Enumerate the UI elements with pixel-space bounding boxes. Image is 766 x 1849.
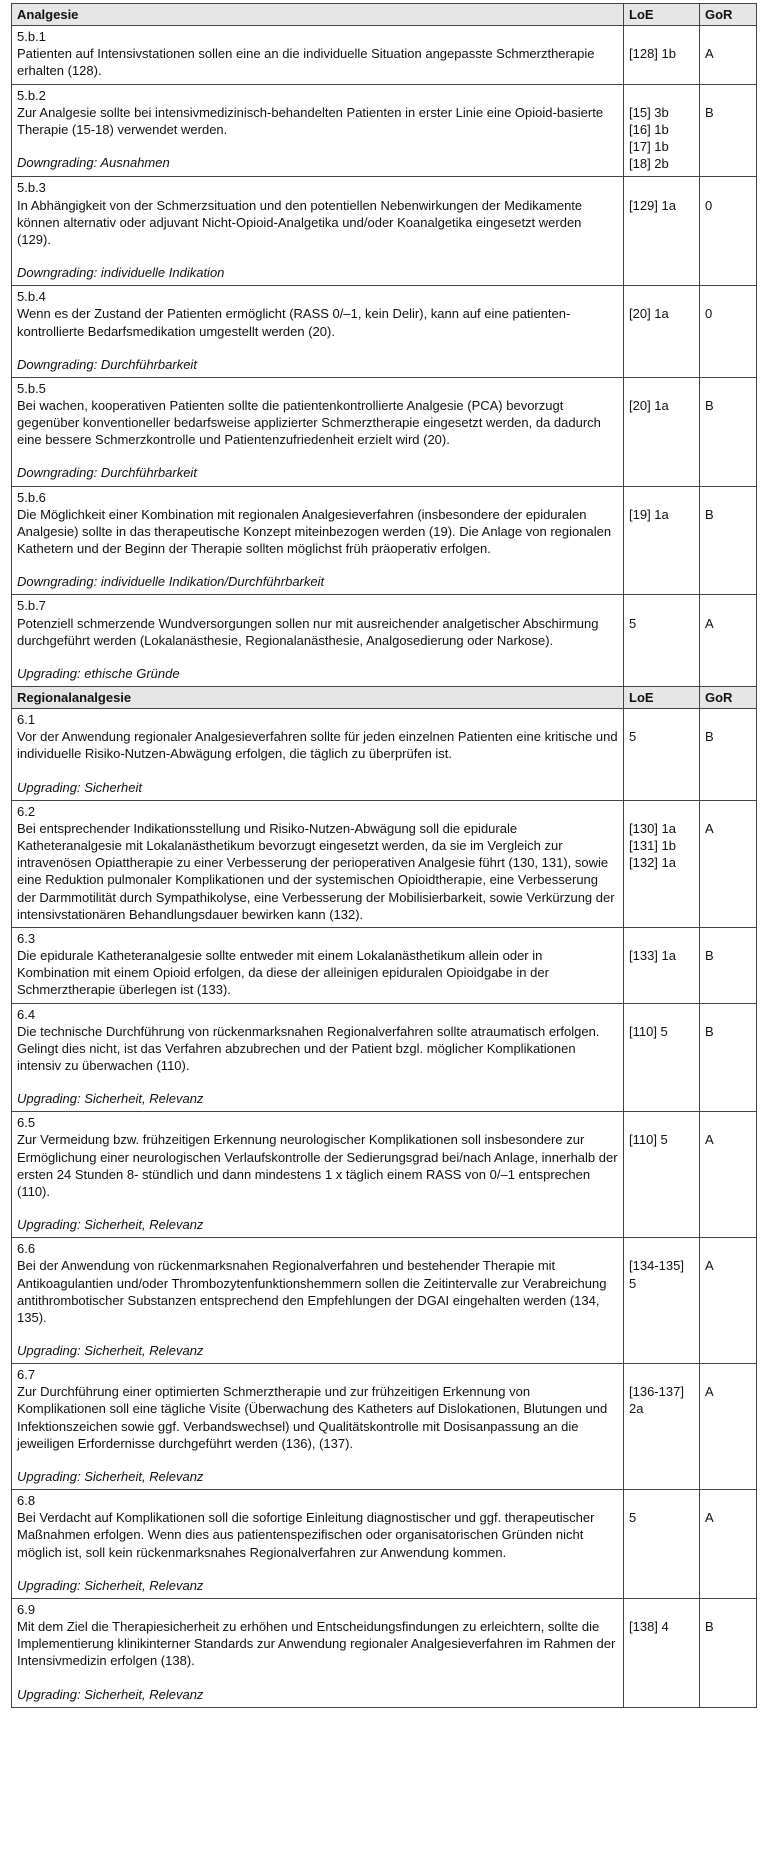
recommendation-row [12,709,757,801]
gor-cell [700,709,757,801]
loe-value: [128] 1b [629,46,676,62]
recommendation-id: 6.2 [17,803,36,819]
recommendation-text: Vor der Anwendung regionaler Analgesieverfahren sollte für jeden einzelnen Patienten eine kritische und individuelle Risiko-Nutzen-Abwägung erfolgen, die täglich zu überprüfen ist. [17,729,618,762]
recommendation-row [12,286,757,378]
recommendation-id: 6.3 [17,930,36,946]
grading-note: Upgrading: Sicherheit, Relevanz [17,1091,204,1107]
recommendation-text: Mit dem Ziel die Therapiesicherheit zu erhöhen und Entscheidungsfindungen zu erleichtern, sollte die Implementierung klinikinterner Standards zur Anwendung regionaler Analgesieverfahren im Rahmen der Intensivmedizin erfolgen (138). [17,1619,616,1669]
table-body [12,4,757,1708]
recommendation-row [12,800,757,927]
gor-cell [700,177,757,286]
recommendation-cell [12,286,624,378]
recommendation-cell [12,709,624,801]
loe-value: 5 [629,729,637,745]
recommendation-text: Bei entsprechender Indikationsstellung und Risiko-Nutzen-Abwägung soll die epidurale Katheteranalgesie mit Lokalanästhetikum bevorzugt eingesetzt werden, da sie im Vergleich zur intravenösen Opiattherapie zu einer Verbesserung der perioperativen Analgesie führt (130, 131), sowie eine Reduktion pulmonaler Komplikationen und der systemischen Opioidtherapie, eine Verbesserung der Darmmotilität durch Sympathikolyse, eine Verbesserung der Mobilisierbarkeit, sowie Verkürzung der intensivstationären Behandlungsdauer bewirken kann (132). [17,820,615,922]
recommendation-id: 6.5 [17,1115,36,1131]
grading-note: Downgrading: Durchführbarkeit [17,465,197,481]
recommendation-row [12,595,757,687]
gor-value: B [705,397,714,413]
gor-cell [700,1364,757,1490]
loe-value: 2a [629,1401,644,1417]
loe-value: [138] 4 [629,1619,669,1635]
loe-value: [19] 1a [629,506,669,522]
loe-cell [624,1003,700,1112]
recommendation-cell [12,595,624,687]
section-header-row [12,687,757,709]
recommendation-text: Die technische Durchführung von rückenmarksnahen Regionalverfahren sollte atraumatisch erfolgen. Gelingt dies nicht, ist das Verfahren abzubrechen und der Patient bzgl. möglicher Komplikationen intensiv zu überwachen (110). [17,1023,600,1073]
loe-cell [624,486,700,595]
loe-value: 5 [629,615,637,631]
loe-value: [129] 1a [629,197,676,213]
loe-cell [624,1238,700,1364]
gor-cell [700,1490,757,1599]
recommendation-cell [12,1003,624,1112]
recommendation-cell [12,1364,624,1490]
recommendation-text: Potenziell schmerzende Wundversorgungen sollen nur mit ausreichender analgetischer Abschirmung durchgeführt werden (Lokalanästhesie, Regionalanästhesie, Analgosedierung oder Narkose). [17,615,599,648]
gor-cell [700,1112,757,1238]
gor-value: B [705,1023,714,1039]
loe-value: [17] 1b [629,139,669,155]
gor-value: A [705,46,714,62]
gor-value: 0 [705,197,713,213]
recommendation-id: 5.b.1 [17,29,46,45]
section-title: Regionalanalgesie [12,687,624,709]
loe-value: [136-137] [629,1384,684,1400]
gor-cell [700,1598,757,1707]
grading-note: Upgrading: ethische Gründe [17,665,180,681]
grading-note: Upgrading: Sicherheit, Relevanz [17,1686,204,1702]
loe-value: [131] 1b [629,838,676,854]
gor-column-header: GoR [700,4,757,26]
gor-cell [700,486,757,595]
loe-cell [624,177,700,286]
recommendation-cell [12,1598,624,1707]
recommendation-text: Zur Analgesie sollte bei intensivmedizinisch-behandelten Patienten in erster Linie eine Opioid-basierte Therapie (15-18) verwendet werden. [17,104,604,137]
loe-cell [624,377,700,486]
recommendation-id: 6.9 [17,1601,36,1617]
recommendation-row [12,1490,757,1599]
loe-value: [134-135] [629,1258,684,1274]
loe-cell [624,927,700,1003]
loe-value: 5 [629,1275,637,1291]
recommendation-table [11,3,757,1708]
gor-cell [700,84,757,177]
recommendation-id: 5.b.5 [17,380,46,396]
loe-cell [624,1490,700,1599]
gor-value: 0 [705,306,713,322]
loe-value: [130] 1a [629,820,676,836]
recommendation-id: 5.b.7 [17,598,46,614]
gor-value: B [705,948,714,964]
recommendation-row [12,377,757,486]
loe-value: [20] 1a [629,306,669,322]
recommendation-row [12,1364,757,1490]
loe-value: 5 [629,1510,637,1526]
gor-cell [700,800,757,927]
recommendation-id: 6.4 [17,1006,36,1022]
grading-note: Downgrading: Ausnahmen [17,155,170,171]
recommendation-cell [12,177,624,286]
recommendation-cell [12,377,624,486]
loe-value: [110] 5 [629,1023,668,1039]
loe-cell [624,1364,700,1490]
recommendation-cell [12,927,624,1003]
loe-cell [624,800,700,927]
grading-note: Downgrading: individuelle Indikation/Durchführbarkeit [17,574,325,590]
grading-note: Downgrading: Durchführbarkeit [17,356,197,372]
grading-note: Downgrading: individuelle Indikation [17,265,225,281]
recommendation-text: Patienten auf Intensivstationen sollen eine an die individuelle Situation angepasste Schmerztherapie erhalten (128). [17,46,595,79]
loe-cell [624,26,700,84]
loe-value: [18] 2b [629,156,669,172]
recommendation-cell [12,1238,624,1364]
recommendation-row [12,1598,757,1707]
recommendation-text: Die epidurale Katheteranalgesie sollte entweder mit einem Lokalanästhetikum allein oder in Kombination mit einem Opioid erfolgen, da diese der alleinigen epiduralen Opioidgabe in der Schmerztherapie überlegen ist (133). [17,948,549,998]
gor-cell [700,377,757,486]
loe-value: [20] 1a [629,397,669,413]
gor-value: A [705,615,714,631]
loe-column-header: LoE [624,4,700,26]
grading-note: Upgrading: Sicherheit [17,779,143,795]
recommendation-text: Zur Durchführung einer optimierten Schmerztherapie und zur frühzeitigen Erkennung von Komplikationen soll eine tägliche Visite (Überwachung des Katheters auf Dislokationen, Blutungen und Infektionszeichen sowie ggf. Verbandswechsel) und Qualitätskontrolle mit Dosisanpassung an die jeweiligen Erfordernisse durchgeführt werden (136), (137). [17,1384,608,1451]
recommendation-text: Die Möglichkeit einer Kombination mit regionalen Analgesieverfahren (insbesondere der epiduralen Analgesie) sollte in das therapeutische Konzept miteinbezogen werden (19). Die Anlage von regionalen Kathetern und der Beginn der Therapie sollten möglichst früh präoperativ erfolgen. [17,506,612,557]
gor-cell [700,1238,757,1364]
recommendation-cell [12,486,624,595]
loe-value: [133] 1a [629,948,676,964]
gor-cell [700,26,757,84]
recommendation-cell [12,26,624,84]
gor-value: B [705,104,714,120]
gor-value: A [705,820,714,836]
loe-cell [624,1112,700,1238]
gor-column-header: GoR [700,687,757,709]
recommendation-row [12,1003,757,1112]
gor-cell [700,595,757,687]
gor-value: B [705,1619,714,1635]
recommendation-text: Wenn es der Zustand der Patienten ermöglicht (RASS 0/–1, kein Delir), kann auf eine patienten-kontrollierte Bedarfsmedikation umgestellt werden (20). [17,306,571,339]
grading-note: Upgrading: Sicherheit, Relevanz [17,1343,204,1358]
recommendation-id: 6.6 [17,1241,36,1257]
recommendation-row [12,927,757,1003]
recommendation-cell [12,84,624,177]
gor-value: A [705,1258,714,1274]
loe-value: [132] 1a [629,855,676,871]
recommendation-id: 5.b.2 [17,87,46,103]
recommendation-cell [12,800,624,927]
loe-value: [110] 5 [629,1132,668,1148]
recommendation-row [12,1238,757,1364]
loe-value: [15] 3b [629,104,669,120]
gor-value: A [705,1510,714,1526]
loe-cell [624,595,700,687]
recommendation-id: 5.b.4 [17,289,46,305]
recommendation-row [12,84,757,177]
loe-cell [624,286,700,378]
loe-cell [624,709,700,801]
recommendation-text: Zur Vermeidung bzw. frühzeitigen Erkennung neurologischer Komplikationen soll insbesondere zur Ermöglichung einer neurologischen Verlaufskontrolle der Sedierungsgrad bei/nach Anlage, innerhalb der ersten 24 Stunden 8- stündlich und dann mindestens 1 x täglich einem RASS von 0/–1 entsprechen (110). [17,1132,618,1199]
gor-cell [700,286,757,378]
loe-cell [624,84,700,177]
recommendation-text: Bei der Anwendung von rückenmarksnahen Regionalverfahren und bestehender Therapie mit Antikoagulantien und/oder Thrombozytenfunktionshemmern sollen die Zeitintervalle zur Verabreichung antithrombotischer Substanzen entsprechend den Empfehlungen der DGAI eingehalten werden (134, 135). [17,1258,607,1325]
recommendation-text: In Abhängigkeit von der Schmerzsituation und den potentiellen Nebenwirkungen der Medikamente können alternativ oder adjuvant Nicht-Opioid-Analgetika und/oder Koanalgetika eingesetzt werden (129). [17,197,583,247]
section-title: Analgesie [12,4,624,26]
gor-value: A [705,1132,714,1148]
gor-value: A [705,1384,714,1400]
grading-note: Upgrading: Sicherheit, Relevanz [17,1468,204,1484]
grading-note: Upgrading: Sicherheit, Relevanz [17,1577,204,1593]
recommendation-cell [12,1112,624,1238]
recommendation-id: 6.1 [17,712,36,728]
loe-column-header: LoE [624,687,700,709]
recommendation-text: Bei wachen, kooperativen Patienten sollte die patientenkontrollierte Analgesie (PCA) bevorzugt gegenüber konventioneller bedarfsweise applizierter Schmerztherapie eingesetzt werden, da dadurch eine bessere Schmerzkontrolle und Patientenzufriedenheit erzielt wird (20). [17,397,601,448]
gor-value: B [705,506,714,522]
recommendation-cell [12,1490,624,1599]
recommendation-id: 5.b.3 [17,180,46,196]
recommendation-id: 6.7 [17,1367,36,1383]
section-header-row [12,4,757,26]
recommendation-row [12,26,757,84]
gor-value: B [705,729,714,745]
loe-value: [16] 1b [629,121,669,137]
grading-note: Upgrading: Sicherheit, Relevanz [17,1217,204,1233]
gor-cell [700,1003,757,1112]
recommendation-id: 5.b.6 [17,489,46,505]
recommendation-row [12,486,757,595]
recommendation-row [12,177,757,286]
gor-cell [700,927,757,1003]
recommendation-text: Bei Verdacht auf Komplikationen soll die sofortige Einleitung diagnostischer und ggf. therapeutischer Maßnahmen erfolgen. Wenn dies aus patientenspezifischen oder organisatorischen Gründen nicht möglich ist, soll kein rückenmarksnahes Regionalverfahren zur Anwendung kommen. [17,1510,595,1560]
recommendation-row [12,1112,757,1238]
loe-cell [624,1598,700,1707]
recommendation-id: 6.8 [17,1493,36,1509]
